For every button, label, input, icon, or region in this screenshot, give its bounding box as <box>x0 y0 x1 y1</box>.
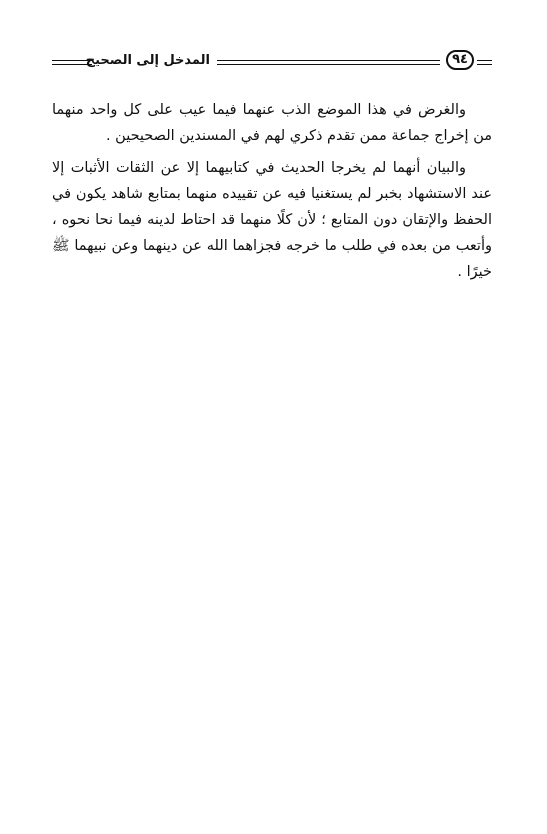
header-rule-right <box>477 60 492 65</box>
page-number: ٩٤ <box>446 50 474 70</box>
body-text <box>52 97 492 291</box>
running-title: المدخل إلى الصحيح <box>85 53 210 68</box>
paragraph: والغرض في هذا الموضع الذب عنهما فيما عيب على كل واحد منهما من إخراج جماعة ممن تقدم ذكري لهم في المسندين الصحيحين . <box>52 102 492 144</box>
header-rule-middle <box>217 60 440 65</box>
running-header <box>52 50 492 74</box>
paragraph: والبيان أنهما لم يخرجا الحديث في كتابيهما إلا عن الثقات الأثبات إلا عند الاستشهاد بخبر لم يستغنيا فيه عن تقييده منهما بمتابع شاهد يكون في الحفظ والإتقان دون المتابع ؛ لأن كلًا منهما قد احتاط لدينه فيما نحا نحوه ، وأتعب من بعده في طلب ما خرجه فجزاهما الله عن دينهما وعن نبيهما ﷺ خيرًا . <box>52 160 492 280</box>
